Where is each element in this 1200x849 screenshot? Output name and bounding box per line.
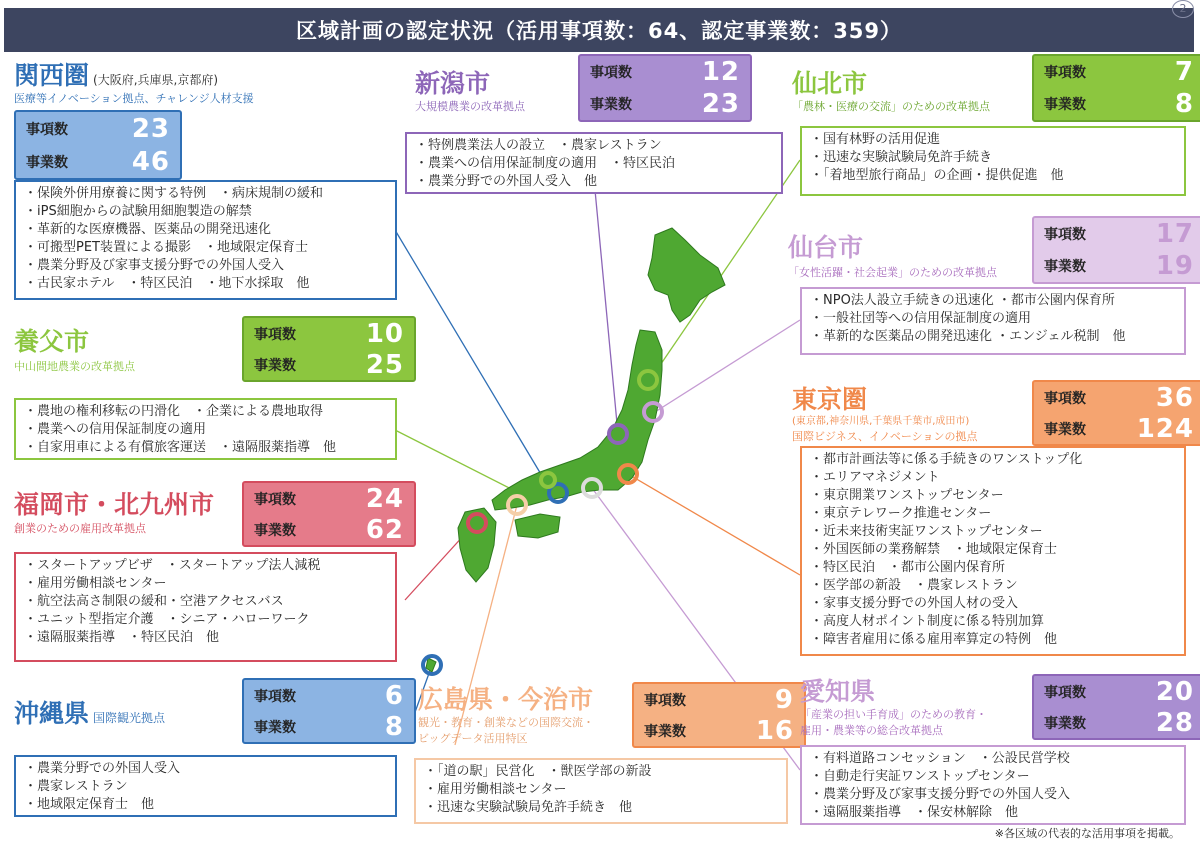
items-count: 20 [1155,676,1194,707]
items-label: 事項数 [26,121,68,138]
list-item: ・特区民泊 ・都市公園内保育所 [810,560,1006,575]
shikoku [515,514,560,538]
projects-count: 8 [384,711,404,742]
list-item: ・障害者雇用に係る雇用率算定の特例 他 [810,632,1058,647]
region-senboku-desc: 「農林・医療の交流」のための改革拠点 [792,100,990,113]
projects-label: 事業数 [644,723,686,740]
region-sendai-desc: 「女性活躍・社会起業」のための改革拠点 [788,266,997,279]
region-tokyo-sub: (東京都,神奈川県,千葉県千葉市,成田市) [792,416,970,427]
list-item: ・遠隔服薬指導 ・特区民泊 他 [24,630,220,645]
region-yabu-name: 養父市 [14,327,90,356]
projects-label: 事業数 [1044,97,1086,113]
projects-count: 28 [1155,707,1194,738]
list-item: ・地域限定保育士 他 [24,797,155,812]
list-item: ・可搬型PET装置による撮影 ・地域限定保育士 [24,240,308,255]
items-count: 9 [774,684,794,715]
list-item: ・スタートアップビザ ・スタートアップ法人減税 [24,558,321,573]
list-item: ・遠隔服薬指導 ・保安林解除 他 [810,805,1019,820]
list-item: ・外国医師の業務解禁 ・地域限定保育士 [810,542,1058,557]
region-tokyo-desc: 国際ビジネス、イノベーションの拠点 [792,430,978,443]
list-item: ・迅速な実験試験局免許手続き [810,150,993,165]
list-item: ・国有林野の活用促進 [810,132,941,147]
connector-kansai [395,230,551,491]
region-sendai-items [800,287,1186,355]
region-fukuoka-desc: 創業のための雇用改革拠点 [14,522,146,535]
list-item: ・迅速な実験試験局免許手続き 他 [424,800,633,815]
projects-label: 事業数 [254,522,296,539]
region-hiroshima-items [414,758,788,824]
projects-label: 事業数 [590,97,632,113]
projects-count: 46 [131,146,170,177]
region-hiroshima-stats [632,682,806,748]
items-label: 事項数 [1044,390,1086,407]
region-okinawa-title: 沖縄県 [14,699,90,728]
items-count: 23 [131,113,170,144]
region-okinawa-stats [242,678,416,744]
projects-label: 事業数 [1044,715,1086,732]
list-item: ・農業分野での外国人受入 他 [415,174,598,189]
list-item: ・古民家ホテル ・特区民泊 ・地下水採取 他 [24,276,310,291]
items-count: 24 [365,483,404,514]
projects-count: 23 [701,89,740,119]
items-label: 事項数 [254,688,296,705]
items-count: 6 [384,680,404,711]
list-item: ・東京テレワーク推進センター [810,506,992,521]
list-item: ・農業への信用保証制度の適用 [24,422,207,437]
projects-label: 事業数 [26,154,68,171]
list-item: ・革新的な医薬品の開発迅速化 ・エンジェル税制 他 [810,329,1126,344]
region-hiroshima-desc-2: ビッグデータ活用特区 [418,732,528,745]
items-count: 12 [701,57,740,87]
kyushu [458,508,496,582]
projects-count: 124 [1136,413,1194,444]
list-item: ・雇用労働相談センター [424,782,567,797]
items-label: 事項数 [1044,684,1086,701]
region-kansai-title: 関西圏 [14,61,90,90]
region-fukuoka-items [14,552,397,662]
region-yabu-items [14,398,397,460]
projects-count: 16 [755,715,794,746]
honshu [492,330,662,510]
items-label: 事項数 [1044,65,1086,81]
region-yabu-stats [242,316,416,382]
region-aichi-name: 愛知県 [800,677,876,706]
projects-label: 事業数 [254,719,296,736]
region-niigata-desc: 大規模農業の改革拠点 [415,100,525,113]
region-okinawa-desc: 国際観光拠点 [93,711,166,725]
items-label: 事項数 [590,65,632,81]
region-sendai-name: 仙台市 [788,233,864,262]
region-fukuoka-stats [242,481,416,547]
region-aichi-items [800,745,1186,825]
region-kansai-name [14,56,218,92]
list-item: ・農業分野での外国人受入 [24,761,181,776]
region-niigata-items [405,132,783,194]
list-item: ・近未来技術実証ワンストップセンター [810,524,1043,539]
region-tokyo-items [800,446,1186,656]
region-yabu-desc: 中山間地農業の改革拠点 [14,360,135,373]
page-title: 区域計画の認定状況（活用事項数：64、認定事業数：359） [4,8,1194,52]
region-aichi-stats [1032,674,1200,740]
connector-tokyo [628,474,800,575]
items-count: 36 [1155,382,1194,413]
list-item: ・NPO法人設立手続きの迅速化 ・都市公園内保育所 [810,293,1115,308]
items-count: 17 [1155,219,1194,249]
list-item: ・エリアマネジメント [810,470,940,485]
list-item: ・「道の駅」民営化 ・獣医学部の新設 [424,764,652,779]
region-senboku-stats [1032,54,1200,122]
region-kansai-sub: (大阪府,兵庫県,京都府) [93,73,219,87]
region-senboku-name: 仙北市 [792,69,868,98]
list-item: ・ユニット型指定介護 ・シニア・ハローワーク [24,612,310,627]
list-item: ・家事支援分野での外国人材の受入 [810,596,1019,611]
list-item: ・自家用車による有償旅客運送 ・遠隔服薬指導 他 [24,440,337,455]
list-item: ・保険外併用療養に関する特例 ・病床規制の緩和 [24,186,324,201]
region-kansai-stats [14,110,182,180]
projects-label: 事業数 [254,357,296,374]
list-item: ・都市計画法等に係る手続きのワンストップ化 [810,452,1083,467]
items-label: 事項数 [254,491,296,508]
list-item: ・高度人材ポイント制度に係る特別加算 [810,614,1045,629]
region-tokyo-name: 東京圏 [792,385,868,414]
items-count: 10 [365,318,404,349]
okinawa-island [426,658,436,672]
list-item: ・一般社団等への信用保証制度の適用 [810,311,1032,326]
list-item: ・iPS細胞からの試験用細胞製造の解禁 [24,204,252,219]
region-niigata-stats [578,54,752,122]
list-item: ・「着地型旅行商品」の企画・提供促進 他 [810,168,1064,183]
list-item: ・特例農業法人の設立 ・農家レストラン [415,138,662,153]
footnote: ※各区域の代表的な活用事項を掲載。 [994,827,1180,840]
region-okinawa-items [14,755,397,817]
projects-count: 62 [365,514,404,545]
items-count: 7 [1174,57,1194,87]
region-tokyo-stats [1032,380,1200,446]
list-item: ・農業分野及び家事支援分野での外国人受入 [24,258,285,273]
list-item: ・有料道路コンセッション ・公設民営学校 [810,751,1070,766]
projects-count: 25 [365,349,404,380]
region-okinawa-name [14,694,165,730]
projects-label: 事業数 [1044,259,1086,275]
items-label: 事項数 [1044,227,1086,243]
region-aichi-desc-2: 雇用・農業等の総合改革拠点 [800,724,943,737]
list-item: ・医学部の新設 ・農家レストラン [810,578,1018,593]
region-senboku-items [800,126,1186,196]
region-fukuoka-name: 福岡市・北九州市 [14,490,215,519]
connector-sendai [655,320,800,412]
projects-count: 8 [1174,89,1194,119]
list-item: ・農業への信用保証制度の適用 ・特区民泊 [415,156,676,171]
items-label: 事項数 [644,692,686,709]
list-item: ・雇用労働相談センター [24,576,167,591]
list-item: ・農地の権利移転の円滑化 ・企業による農地取得 [24,404,324,419]
region-kansai-items [14,180,397,300]
list-item: ・東京開業ワンストップセンター [810,488,1004,503]
list-item: ・航空法高さ制限の緩和・空港アクセスバス [24,594,284,609]
region-aichi-desc-1: 「産業の担い手育成」のための教育・ [800,708,987,721]
hokkaido [648,228,725,322]
projects-count: 19 [1155,251,1194,281]
region-kansai-desc: 医療等イノベーション拠点、チャレンジ人材支援 [14,92,254,105]
list-item: ・革新的な医療機器、医薬品の開発迅速化 [24,222,272,237]
connector-niigata [595,190,618,434]
region-niigata-name: 新潟市 [415,69,491,98]
page-number: 2 [1172,0,1194,18]
projects-label: 事業数 [1044,421,1086,438]
region-sendai-stats [1032,216,1200,284]
list-item: ・農家レストラン [24,779,128,794]
list-item: ・自動走行実証ワンストップセンター [810,769,1030,784]
items-label: 事項数 [254,326,296,343]
list-item: ・農業分野及び家事支援分野での外国人受入 [810,787,1071,802]
region-hiroshima-name: 広島県・今治市 [418,685,594,714]
region-hiroshima-desc-1: 観光・教育・創業などの国際交流・ [418,716,594,729]
